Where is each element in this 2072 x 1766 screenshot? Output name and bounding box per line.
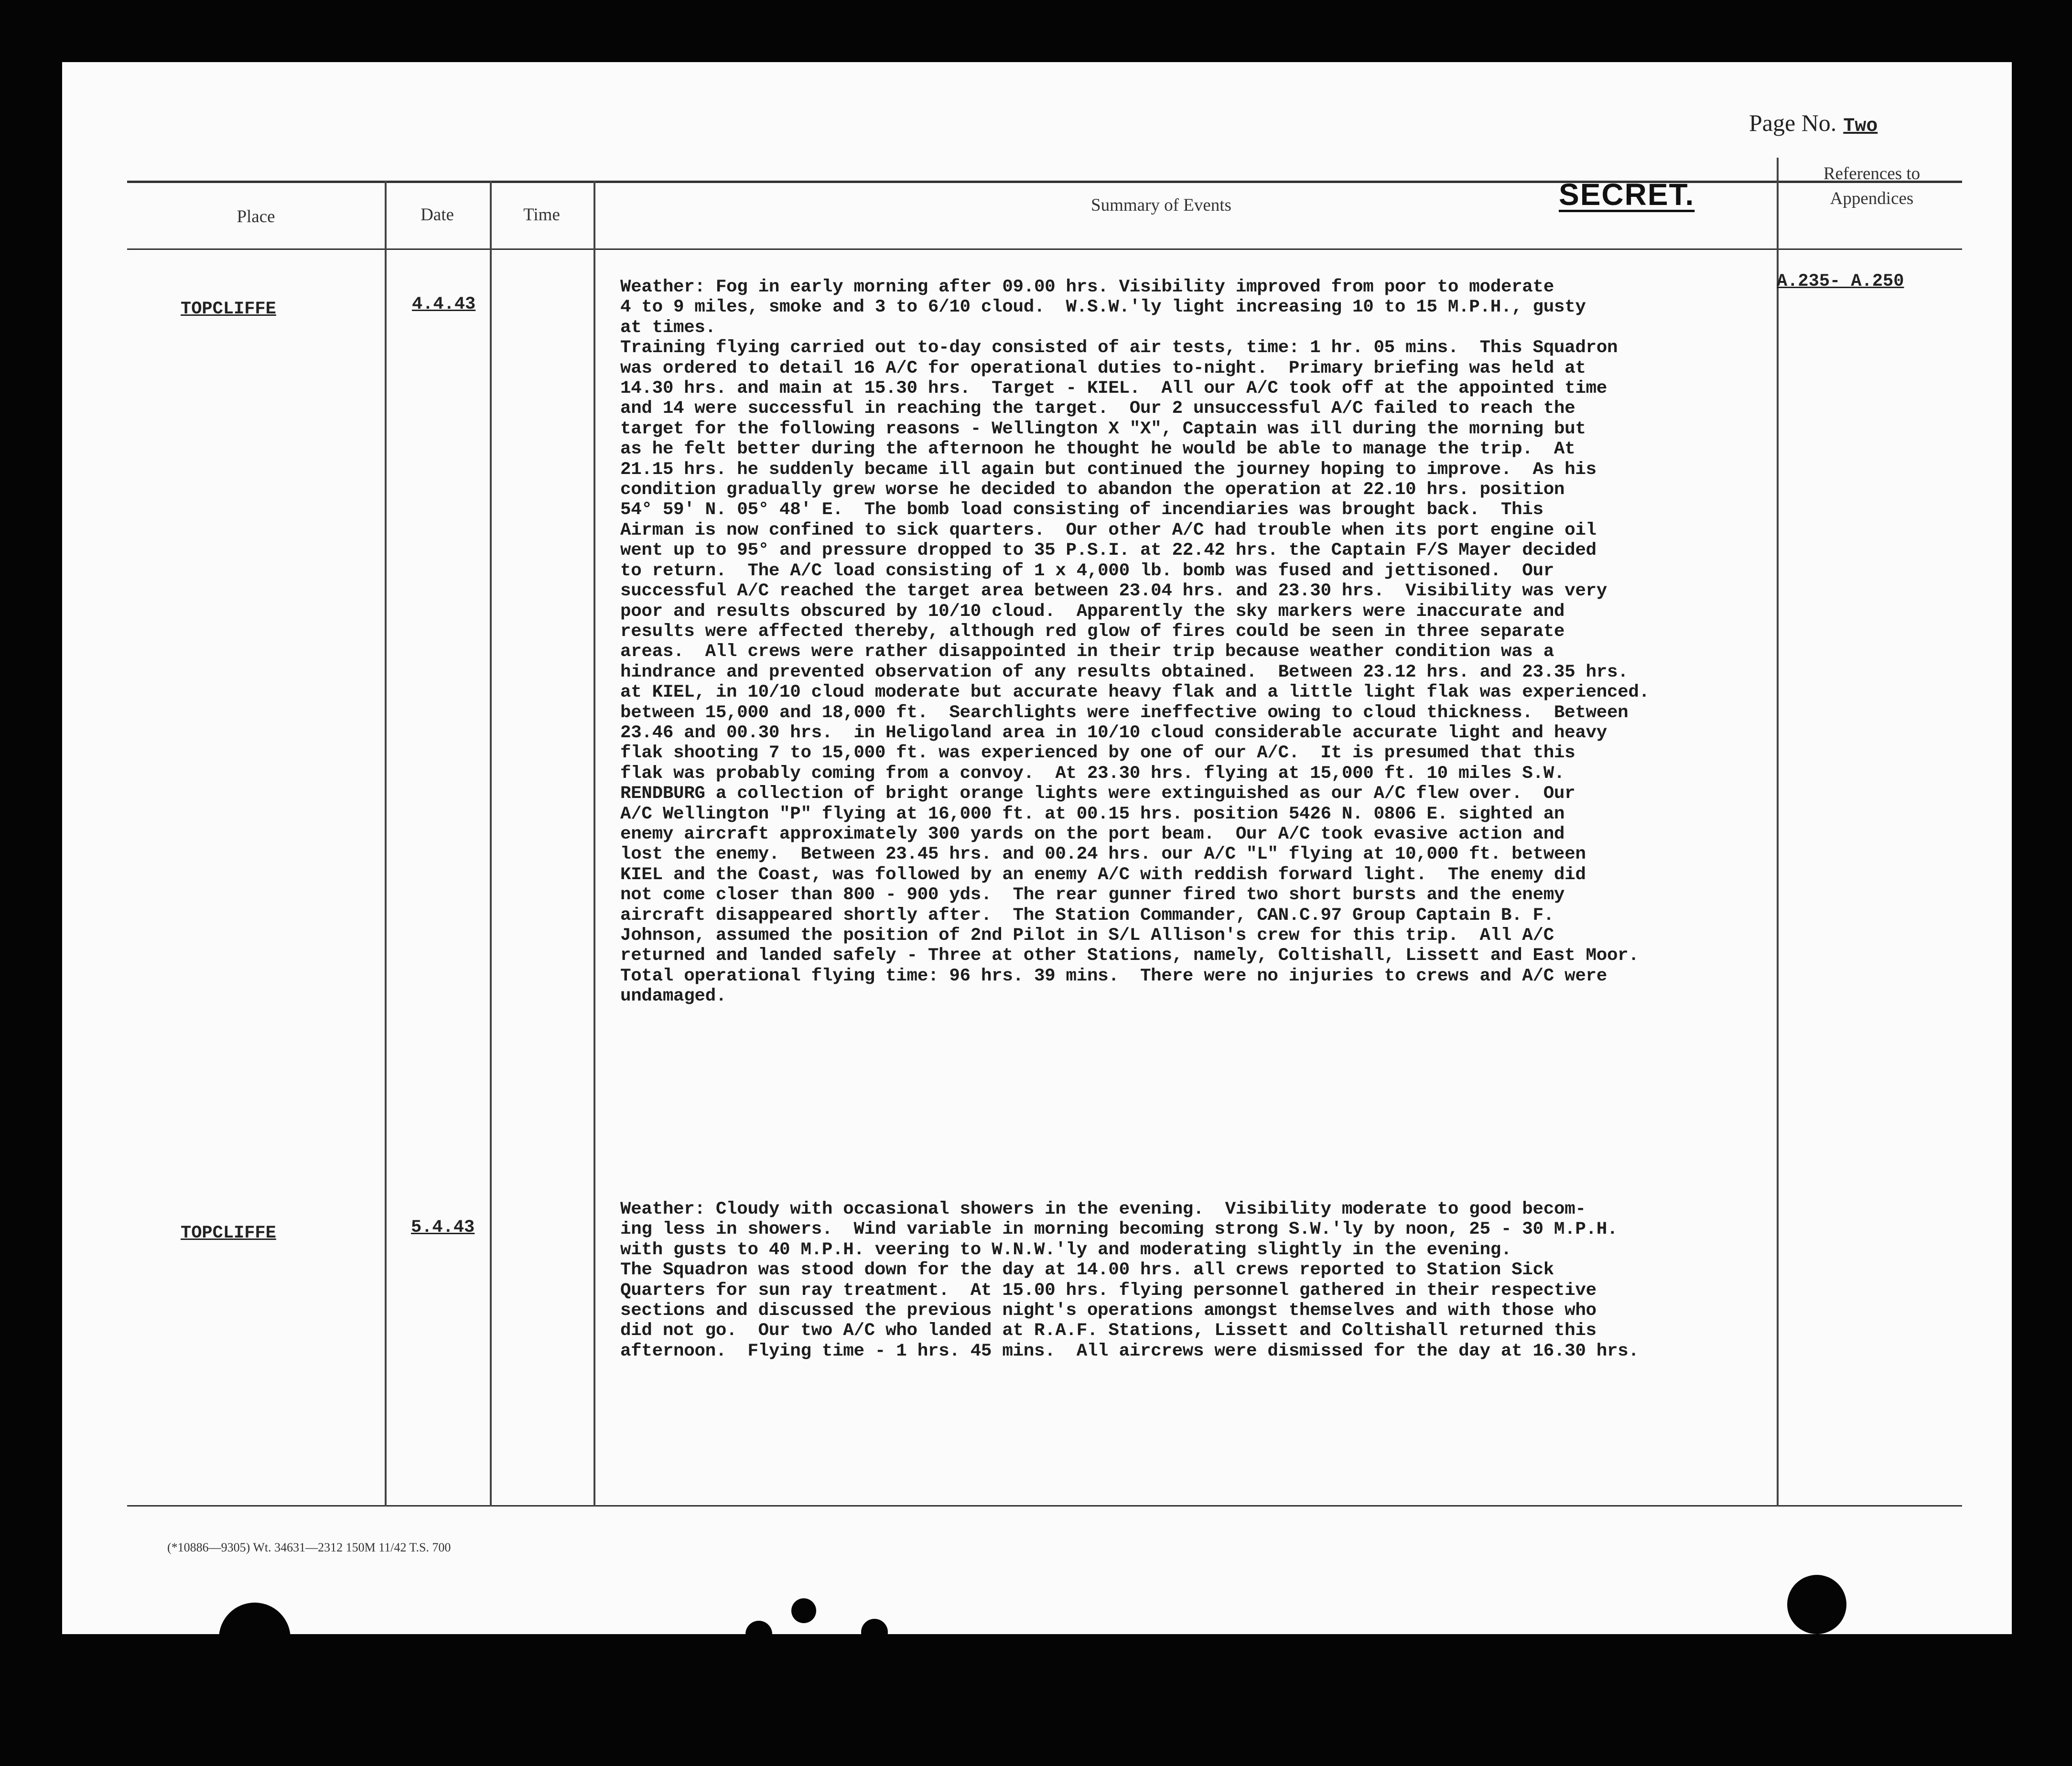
- summary-line: flak shooting 7 to 15,000 ft. was experienced by one of our A/C. It is presumed that this: [620, 743, 1576, 764]
- entry-2-summary: [620, 1199, 1801, 1361]
- summary-line: 23.46 and 00.30 hrs. in Heligoland area in 10/10 cloud considerable accurate light and heavy: [620, 722, 1607, 743]
- summary-line: aircraft disappeared shortly after. The Station Commander, CAN.C.97 Group Captain B. F.: [620, 905, 1554, 926]
- summary-line: not come closer than 800 - 900 yds. The rear gunner fired two short bursts and the enemy: [620, 885, 1565, 905]
- classification-secret: SECRET.: [1559, 177, 1695, 212]
- summary-line: The Squadron was stood down for the day at 14.00 hrs. all crews reported to Station Sick: [620, 1260, 1554, 1281]
- summary-line: returned and landed safely - Three at other Stations, namely, Coltishall, Lissett and East Moor.: [620, 946, 1639, 966]
- summary-line: 4 to 9 miles, smoke and 3 to 6/10 cloud. W.S.W.'ly light increasing 10 to 15 M.P.H., gusty: [620, 297, 1586, 318]
- summary-line: condition gradually grew worse he decided to abandon the operation at 22.10 hrs. position: [620, 480, 1565, 500]
- column-header-time: Time: [523, 205, 560, 225]
- summary-line: with gusts to 40 M.P.H. veering to W.N.W.'ly and moderating slightly in the evening.: [620, 1239, 1512, 1260]
- summary-line: ing less in showers. Wind variable in morning becoming strong S.W.'ly by noon, 25 - 30 M.P.H.: [620, 1219, 1618, 1240]
- form-print-code: (*10886—9305) Wt. 34631—2312 150M 11/42 T.S. 700: [167, 1540, 451, 1554]
- summary-line: Johnson, assumed the position of 2nd Pilot in S/L Allison's crew for this trip. All A/C: [620, 926, 1554, 946]
- page-number: [1749, 109, 1878, 137]
- entry-2-place: TOPCLIFFE: [181, 1223, 276, 1243]
- entry-1-reference: A.235- A.250: [1777, 271, 1904, 291]
- summary-line: Weather: Fog in early morning after 09.00 hrs. Visibility improved from poor to moderate: [620, 277, 1554, 297]
- summary-line: afternoon. Flying time - 1 hrs. 45 mins. All aircrews were dismissed for the day at 16.30 hrs.: [620, 1341, 1639, 1361]
- summary-line: A/C Wellington "P" flying at 16,000 ft. at 00.15 hrs. position 5426 N. 0806 E. sighted an: [620, 804, 1565, 824]
- summary-line: lost the enemy. Between 23.45 hrs. and 00.24 hrs. our A/C "L" flying at 10,000 ft. between: [620, 844, 1586, 865]
- entry-1-place: TOPCLIFFE: [181, 299, 276, 319]
- page-number-label: Page No.: [1749, 109, 1837, 136]
- column-header-summary: Summary of Events: [1091, 195, 1231, 215]
- entry-1-date: 4.4.43: [412, 294, 476, 314]
- binder-hole-left: [219, 1603, 291, 1674]
- summary-line: Weather: Cloudy with occasional showers in the evening. Visibility moderate to good becom-: [620, 1199, 1586, 1219]
- summary-line: Training flying carried out to-day consisted of air tests, time: 1 hr. 05 mins. This Squadron: [620, 338, 1618, 358]
- binder-hole-center-1: [745, 1621, 772, 1648]
- summary-line: Quarters for sun ray treatment. At 15.00 hrs. flying personnel gathered in their respective: [620, 1280, 1597, 1301]
- summary-line: did not go. Our two A/C who landed at R.A.F. Stations, Lissett and Coltishall returned this: [620, 1321, 1597, 1341]
- summary-line: as he felt better during the afternoon he thought he would be able to manage the trip. At: [620, 439, 1576, 460]
- summary-line: Airman is now confined to sick quarters. Our other A/C had trouble when its port engine oil: [620, 520, 1597, 540]
- binder-hole-center-3: [861, 1619, 888, 1646]
- summary-line: was ordered to detail 16 A/C for operational duties to-night. Primary briefing was held at: [620, 358, 1586, 378]
- summary-line: poor and results obscured by 10/10 cloud. Apparently the sky markers were inaccurate and: [620, 601, 1565, 622]
- column-header-date: Date: [421, 205, 454, 225]
- summary-line: to return. The A/C load consisting of 1 x 4,000 lb. bomb was fused and jettisoned. Our: [620, 560, 1554, 581]
- summary-line: at KIEL, in 10/10 cloud moderate but accurate heavy flak and a little light flak was experienced.: [620, 682, 1650, 703]
- summary-line: RENDBURG a collection of bright orange lights were extinguished as our A/C flew over. Our: [620, 784, 1576, 804]
- page-number-value: Two: [1843, 116, 1878, 137]
- summary-line: between 15,000 and 18,000 ft. Searchlights were ineffective owing to cloud thickness. Between: [620, 702, 1629, 723]
- summary-line: Total operational flying time: 96 hrs. 39 mins. There were no injuries to crews and A/C were: [620, 966, 1607, 986]
- summary-line: flak was probably coming from a convoy. At 23.30 hrs. flying at 15,000 ft. 10 miles S.W.: [620, 763, 1565, 784]
- time-summary-divider: [594, 181, 595, 1507]
- place-date-divider: [385, 181, 387, 1507]
- binder-hole-right: [1787, 1575, 1846, 1634]
- entry-2-date: 5.4.43: [411, 1217, 475, 1238]
- summary-line: hindrance and prevented observation of any results obtained. Between 23.12 hrs. and 23.35 hrs.: [620, 662, 1629, 682]
- summary-line: 21.15 hrs. he suddenly became ill again but continued the journey hoping to improve. As his: [620, 459, 1597, 480]
- summary-line: sections and discussed the previous night's operations amongst themselves and with those who: [620, 1301, 1597, 1321]
- summary-line: KIEL and the Coast, was followed by an enemy A/C with reddish forward light. The enemy did: [620, 864, 1586, 885]
- summary-line: areas. All crews were rather disappointed in their trip because weather condition was a: [620, 642, 1554, 662]
- date-time-divider: [490, 181, 492, 1507]
- summary-line: enemy aircraft approximately 300 yards on the port beam. Our A/C took evasive action and: [620, 824, 1565, 844]
- column-header-place: Place: [237, 207, 275, 226]
- binder-hole-center-2: [791, 1598, 816, 1623]
- column-header-references: References to Appendices: [1823, 164, 1921, 208]
- summary-line: undamaged.: [620, 986, 727, 1007]
- summary-line: successful A/C reached the target area between 23.04 hrs. and 23.30 hrs. Visibility was very: [620, 581, 1607, 602]
- entry-1-summary: [620, 277, 1801, 1007]
- summary-line: and 14 were successful in reaching the target. Our 2 unsuccessful A/C failed to reach the: [620, 398, 1576, 419]
- table-bottom-rule: [127, 1505, 1962, 1507]
- summary-line: 14.30 hrs. and main at 15.30 hrs. Target - KIEL. All our A/C took off at the appointed time: [620, 378, 1607, 399]
- summary-line: at times.: [620, 317, 716, 338]
- header-bottom-rule: [127, 248, 1962, 250]
- summary-line: went up to 95° and pressure dropped to 35 P.S.I. at 22.42 hrs. the Captain F/S Mayer decided: [620, 540, 1597, 561]
- summary-line: 54° 59' N. 05° 48' E. The bomb load consisting of incendiaries was brought back. This: [620, 500, 1543, 520]
- summary-line: target for the following reasons - Wellington X "X", Captain was ill during the morning but: [620, 419, 1586, 439]
- summary-line: results were affected thereby, although red glow of fires could be seen in three separate: [620, 621, 1565, 642]
